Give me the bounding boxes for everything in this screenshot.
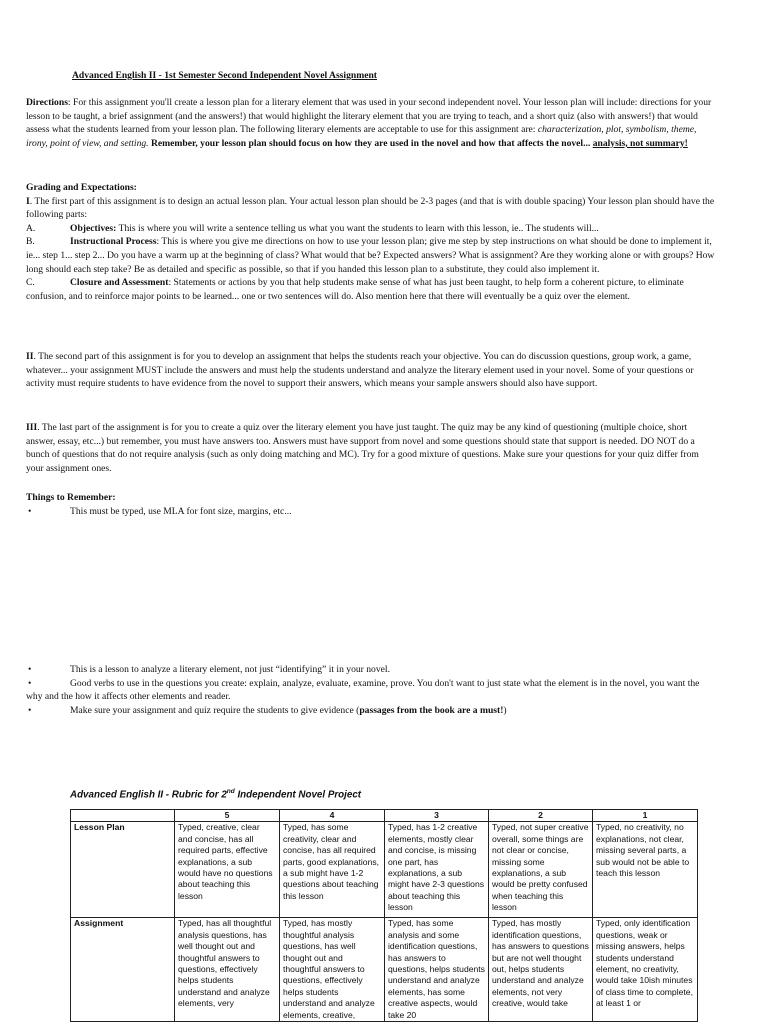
bullet-item (26, 704, 716, 718)
part-three-text: . The last part of the assignment is for you to create a quiz over the literary element you have just taught. The quiz may be any kind of questioning (multiple choice, short answer, essay, etc...) but remember, you must have answers too. Answers must have support from novel and some questions should state that support is needed. DO NOT do a bunch of questions that do not require analysis (such as only doing matching and MC). Try for a good mixture of questions. Make sure your questions for your quiz differ from your assignment ones. (26, 422, 699, 474)
instructional-label: Instructional Process (70, 236, 157, 248)
part-one-text: . The first part of this assignment is to design an actual lesson plan. Your actual lesson plan should be 2-3 pages (and that is with double spacing) Your lesson plan should have the following parts: (26, 195, 715, 221)
rubric-table (70, 809, 698, 1022)
analysis-not-summary: analysis, not summary! (592, 137, 688, 149)
instructional-item (26, 235, 716, 276)
part-one (26, 195, 716, 222)
bullet-emphasis: passages from the book are a must! (359, 704, 504, 716)
bullet-icon: • (28, 505, 32, 517)
table-cell: Typed, has 1-2 creative elements, mostly clear and concise, is missing one part, has explanations, a sub might have 2-3 questions about teaching this lesson (385, 822, 489, 918)
part-two (26, 350, 716, 391)
bullet-text: Make sure your assignment and quiz require the students to give evidence ( (70, 704, 360, 716)
closure-label: Closure and Assessment (70, 277, 169, 289)
part-two-number: II (26, 351, 34, 362)
rubric-header-cell: 2 (489, 810, 593, 822)
grading-heading: Grading and Expectations: (26, 182, 137, 193)
rubric-title-end: Independent Novel Project (234, 789, 362, 801)
rubric-title-sup: nd (226, 788, 235, 795)
closure-text: : Statements or actions by you that help students make sense of what has just been taught, to help form a coherent picture, to eliminate confusion, and to reinforce major points to be learned... one or two sentences will do. Also mention here that there will eventually be a quiz over the element. (26, 277, 684, 302)
literary-elements-list: characterization, plot, symbolism, theme, irony, point of view, and setting. (26, 124, 697, 149)
rubric-header-cell (71, 810, 175, 822)
item-marker-a: A. (26, 222, 36, 234)
table-cell: Typed, not super creative overall, some things are not clear or concise, missing some explanations, a sub would be pretty confused when teaching this lesson (489, 822, 593, 918)
things-to-remember-continued (26, 663, 716, 717)
table-row (71, 822, 698, 918)
table-cell: Typed, has mostly thoughtful analysis questions, has well thought out and thoughtful answers to questions, effectively helps students understand and analyze elements, creative, (280, 918, 385, 1022)
table-cell: Typed, has some analysis and some identification questions, has answers to questions, helps students understand and analyze elements, has some creative aspects, would take 20 (385, 918, 489, 1022)
bullet-item (26, 663, 716, 677)
rubric-header-cell: 3 (385, 810, 489, 822)
item-marker-c: C. (26, 277, 35, 289)
objectives-item (26, 222, 716, 236)
part-one-number: I (26, 195, 30, 207)
directions-text: : For this assignment you'll create a lesson plan for a literary element that was used in your second independent novel. Your lesson plan will include: directions for your lesson to be taught, a brief assignment (and the answers!) that would highlight the literary element that you are trying to teach, and a short quiz (also with answers!) that would assess what the students learned from your lesson plan. The following literary elements are acceptable to use for this assignment are: (26, 97, 712, 136)
objectives-text: This is where you will write a sentence telling us what you want the students to learn with this lesson, ie.. The students will... (116, 222, 599, 234)
objectives-label: Objectives: (70, 222, 117, 234)
closure-item (26, 276, 716, 303)
bullet-text: This must be typed, use MLA for font size, margins, etc... (70, 505, 292, 517)
rubric-title-text: Advanced English II - Rubric for 2 (70, 789, 227, 801)
bullet-text-end: ) (503, 704, 507, 716)
table-cell: Typed, creative, clear and concise, has all required parts, effective explanations, a sub would have no questions about teaching this lesson (175, 822, 280, 918)
things-to-remember (26, 491, 716, 518)
instructional-text: : This is where you give me directions on how to use your lesson plan; give me step by step instructions on what should be done to implement it, ie... step 1... step 2... Do you have a warm up at the beginning of class? What would that be? Expected answers? What is assignment? Are they working alone or with groups? How long should each step take? Be as detailed and specific as possible, so that if you handed this lesson plan to a substitute, they could also implement it. (26, 236, 715, 275)
table-cell: Typed, has mostly identification questions, has answers to questions but are not well thought out, helps students understand and analyze elements, not very creative, would take (489, 918, 593, 1022)
table-row (71, 918, 698, 1022)
rubric-title (70, 785, 361, 802)
things-heading: Things to Remember: (26, 492, 116, 503)
directions-paragraph (26, 96, 716, 150)
row-label: Assignment (71, 918, 175, 1022)
part-three-number: III (26, 422, 38, 433)
rubric-header-row (71, 810, 698, 822)
bullet-icon: • (28, 704, 32, 716)
rubric-header-cell: 4 (280, 810, 385, 822)
rubric-header-cell: 5 (175, 810, 280, 822)
table-cell: Typed, only identification questions, weak or missing answers, helps students understand element, no creativity, would take 10ish minutes of class time to complete, at least 1 or (593, 918, 698, 1022)
table-cell: Typed, no creativity, no explanations, not clear, missing several parts, a sub would not be able to teach this lesson (593, 822, 698, 918)
table-cell: Typed, has some creativity, clear and concise, has all required parts, good explanations, a sub might have 1-2 questions about teaching this lesson (280, 822, 385, 918)
row-label: Lesson Plan (71, 822, 175, 918)
page-title: Advanced English II - 1st Semester Second Independent Novel Assignment (72, 70, 377, 81)
bullet-icon: • (28, 664, 32, 675)
part-two-text: . The second part of this assignment is for you to develop an assignment that helps the students reach your objective. You can do discussion questions, group work, a game, whatever... your assignment MUST include the answers and must help the students understand and analyze the literary element used in your novel. Some of your questions or activity must require students to have evidence from the novel to support their answers, which means your sample answers should also have support. (26, 351, 694, 390)
rubric-header-cell: 1 (593, 810, 698, 822)
table-cell: Typed, has all thoughtful analysis questions, has well thought out and thoughtful answers to questions, effectively helps students understand and analyze elements, very (175, 918, 280, 1022)
grading-section (26, 181, 716, 303)
directions-remember: Remember, your lesson plan should focus on how they are used in the novel and how that affects the novel... (148, 137, 593, 149)
directions-label: Directions (26, 97, 68, 108)
bullet-item (26, 677, 716, 704)
bullet-item (26, 505, 716, 519)
part-three (26, 421, 716, 475)
item-marker-b: B. (26, 236, 35, 248)
bullet-text: Good verbs to use in the questions you create: explain, analyze, evaluate, examine, prove. You don't want to just state what the element is in the novel, you want the why and the how it affects other elements and reader. (26, 677, 700, 703)
bullet-text: This is a lesson to analyze a literary element, not just “identifying” it in your novel. (70, 664, 390, 675)
bullet-icon: • (28, 677, 32, 689)
